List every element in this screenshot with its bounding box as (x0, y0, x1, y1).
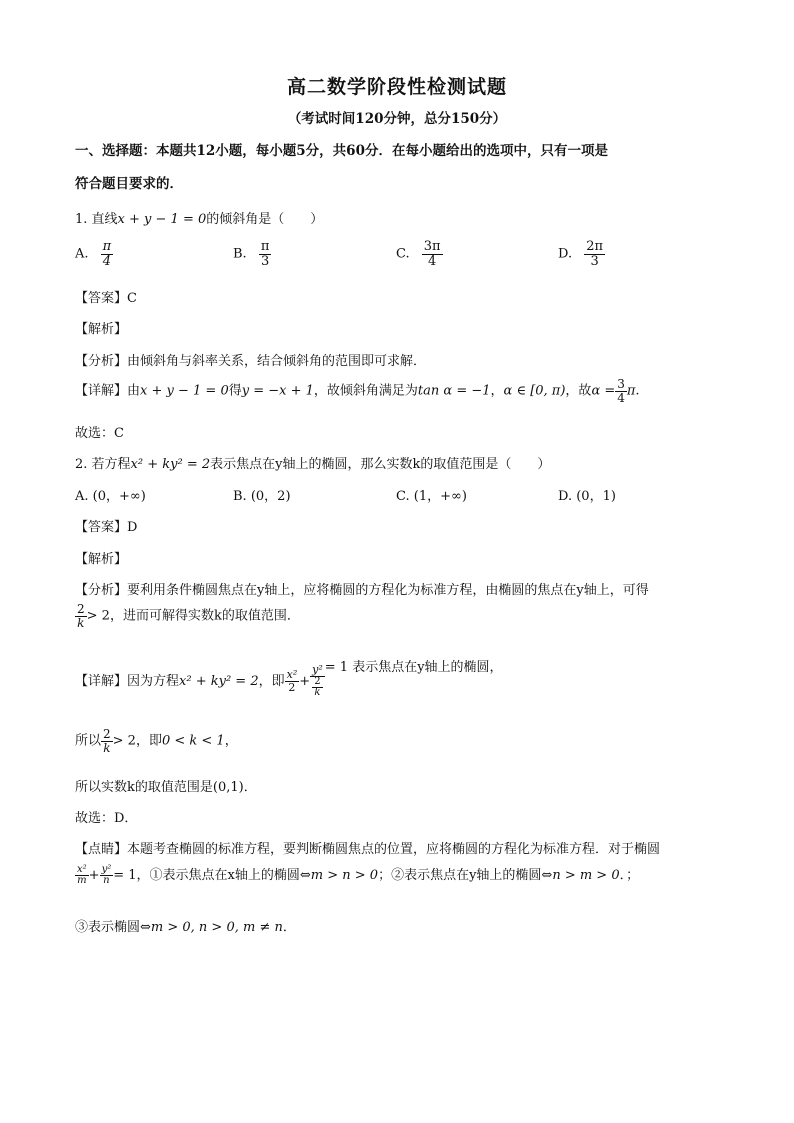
q2-option-b: B. (0，2) (233, 489, 291, 504)
detail-tag: 【详解】 (75, 383, 128, 399)
option-fraction: $\frac{2\pi}{3}$ (586, 239, 604, 269)
q1-stem-suffix: 的倾斜角是（ ） (206, 212, 324, 227)
detail-nested-fraction: 2 k (310, 677, 325, 699)
so1-fraction: $\frac{2}{k}$ (103, 727, 111, 755)
q1-option-c (396, 240, 443, 268)
q2-stem-equation: x² + ky² = 2 (130, 457, 211, 472)
detail-equation-1: x + y − 1 = 0 (140, 383, 229, 399)
section-heading-line2: 符合题目要求的． (75, 176, 183, 192)
option-fraction: $\frac{\pi}{4}$ (102, 239, 112, 269)
option-label: A. (75, 246, 89, 262)
q2-option-c: C. (1，+∞) (396, 489, 467, 504)
q2-stem: 2. 若方程x² + ky² = 2表示焦点在y轴上的椭圆，那么实数k的取值范围是（ ） (75, 457, 551, 472)
q2-detail: 【详解】因为方程x² + ky² = 2，即 $\frac{\text{x²}}{2}$ + y² 2 k = 1 表示焦点在y轴上的椭圆， (75, 660, 503, 699)
q1-option-d (558, 240, 605, 268)
detail-equation-4: α ∈ [0, π) (503, 383, 566, 399)
q1-detail: 【详解】由x + y − 1 = 0得y = −x + 1，故倾斜角满足为tan α = −1，α ∈ [0, π)，故α = $\frac{3}{4}$ π. (75, 377, 640, 405)
fenxi-tag: 【分析】 (75, 354, 128, 369)
detail-equation-3: tan α = −1 (417, 383, 491, 399)
q1-fenxi (75, 350, 426, 369)
dj-y-fraction: $\frac{\text{y²}}{n}$ (101, 863, 112, 886)
q1-analysis-label: 【解析】 (75, 322, 128, 337)
q1-option-b (233, 240, 271, 268)
q1-option-a (75, 240, 113, 268)
q2-analysis-label: 【解析】 (75, 552, 128, 567)
option-label: D. (558, 246, 573, 262)
q2-dianjing-line3: ③表示椭圆⇔m > 0, n > 0, m ≠ n． (75, 920, 296, 935)
q2-so1: 所以 $\frac{2}{k}$ > 2，即0 < k < 1， (75, 727, 238, 755)
q2-fenxi-line1: 【分析】要利用条件椭圆焦点在y轴上，应将椭圆的方程化为标准方程，由椭圆的焦点在y轴上，可得 (75, 583, 649, 598)
option-fraction: $\frac{\pi}{3}$ (260, 239, 270, 269)
exam-subtitle: （考试时间120分钟，总分150分） (287, 111, 507, 127)
q2-choice: 故选：D． (75, 811, 138, 826)
q1-stem-equation: x + y − 1 = 0 (117, 212, 207, 227)
q2-dianjing-line1: 【点睛】本题考查椭圆的标准方程，要判断椭圆焦点的位置，应将椭圆的方程化为标准方程．对于椭圆 (75, 842, 661, 857)
fenxi-text: 由倾斜角与斜率关系，结合倾斜角的范围即可求解． (127, 354, 427, 369)
detail-x-fraction: $\frac{\text{x²}}{2}$ (286, 668, 298, 694)
q1-number-prefix: 1. 直线 (75, 212, 118, 227)
exam-title: 高二数学阶段性检测试题 (286, 76, 507, 98)
option-fraction: $\frac{3\pi}{4}$ (423, 239, 441, 269)
q1-choice: 故选：C (75, 426, 124, 441)
q1-stem (75, 208, 323, 227)
q2-option-d: D. (0，1) (558, 489, 616, 504)
fenxi-fraction: $\frac{2}{k}$ (77, 602, 85, 630)
detail-y-fraction: y² 2 k (312, 663, 323, 699)
q2-fenxi-line2: $\frac{2}{k}$ > 2，进而可解得实数k的取值范围． (77, 602, 300, 630)
q2-so2: 所以实数k的取值范围是(0,1)． (75, 780, 257, 795)
option-label: C. (396, 246, 410, 262)
section-heading-line1: 一、选择题：本题共12小题，每小题5分，共60分．在每小题给出的选项中，只有一项是 (75, 143, 608, 159)
detail-equation-2: y = −x + 1 (241, 383, 314, 399)
q2-dianjing-line2: $\frac{\text{x²}}{m}$ + $\frac{\text{y²}}{n}$ = 1，①表示焦点在x轴上的椭圆⇔m > n > 0；②表示焦点在y轴上的椭圆⇔n > m > 0．； (77, 863, 640, 886)
detail-fraction: $\frac{3}{4}$ (617, 377, 625, 405)
q2-answer: 【答案】D (75, 520, 138, 535)
q2-option-a: A. (0，+∞) (75, 489, 146, 504)
q1-answer: 【答案】C (75, 291, 137, 306)
dj-x-fraction: $\frac{\text{x²}}{m}$ (77, 863, 87, 886)
option-label: B. (233, 246, 247, 262)
